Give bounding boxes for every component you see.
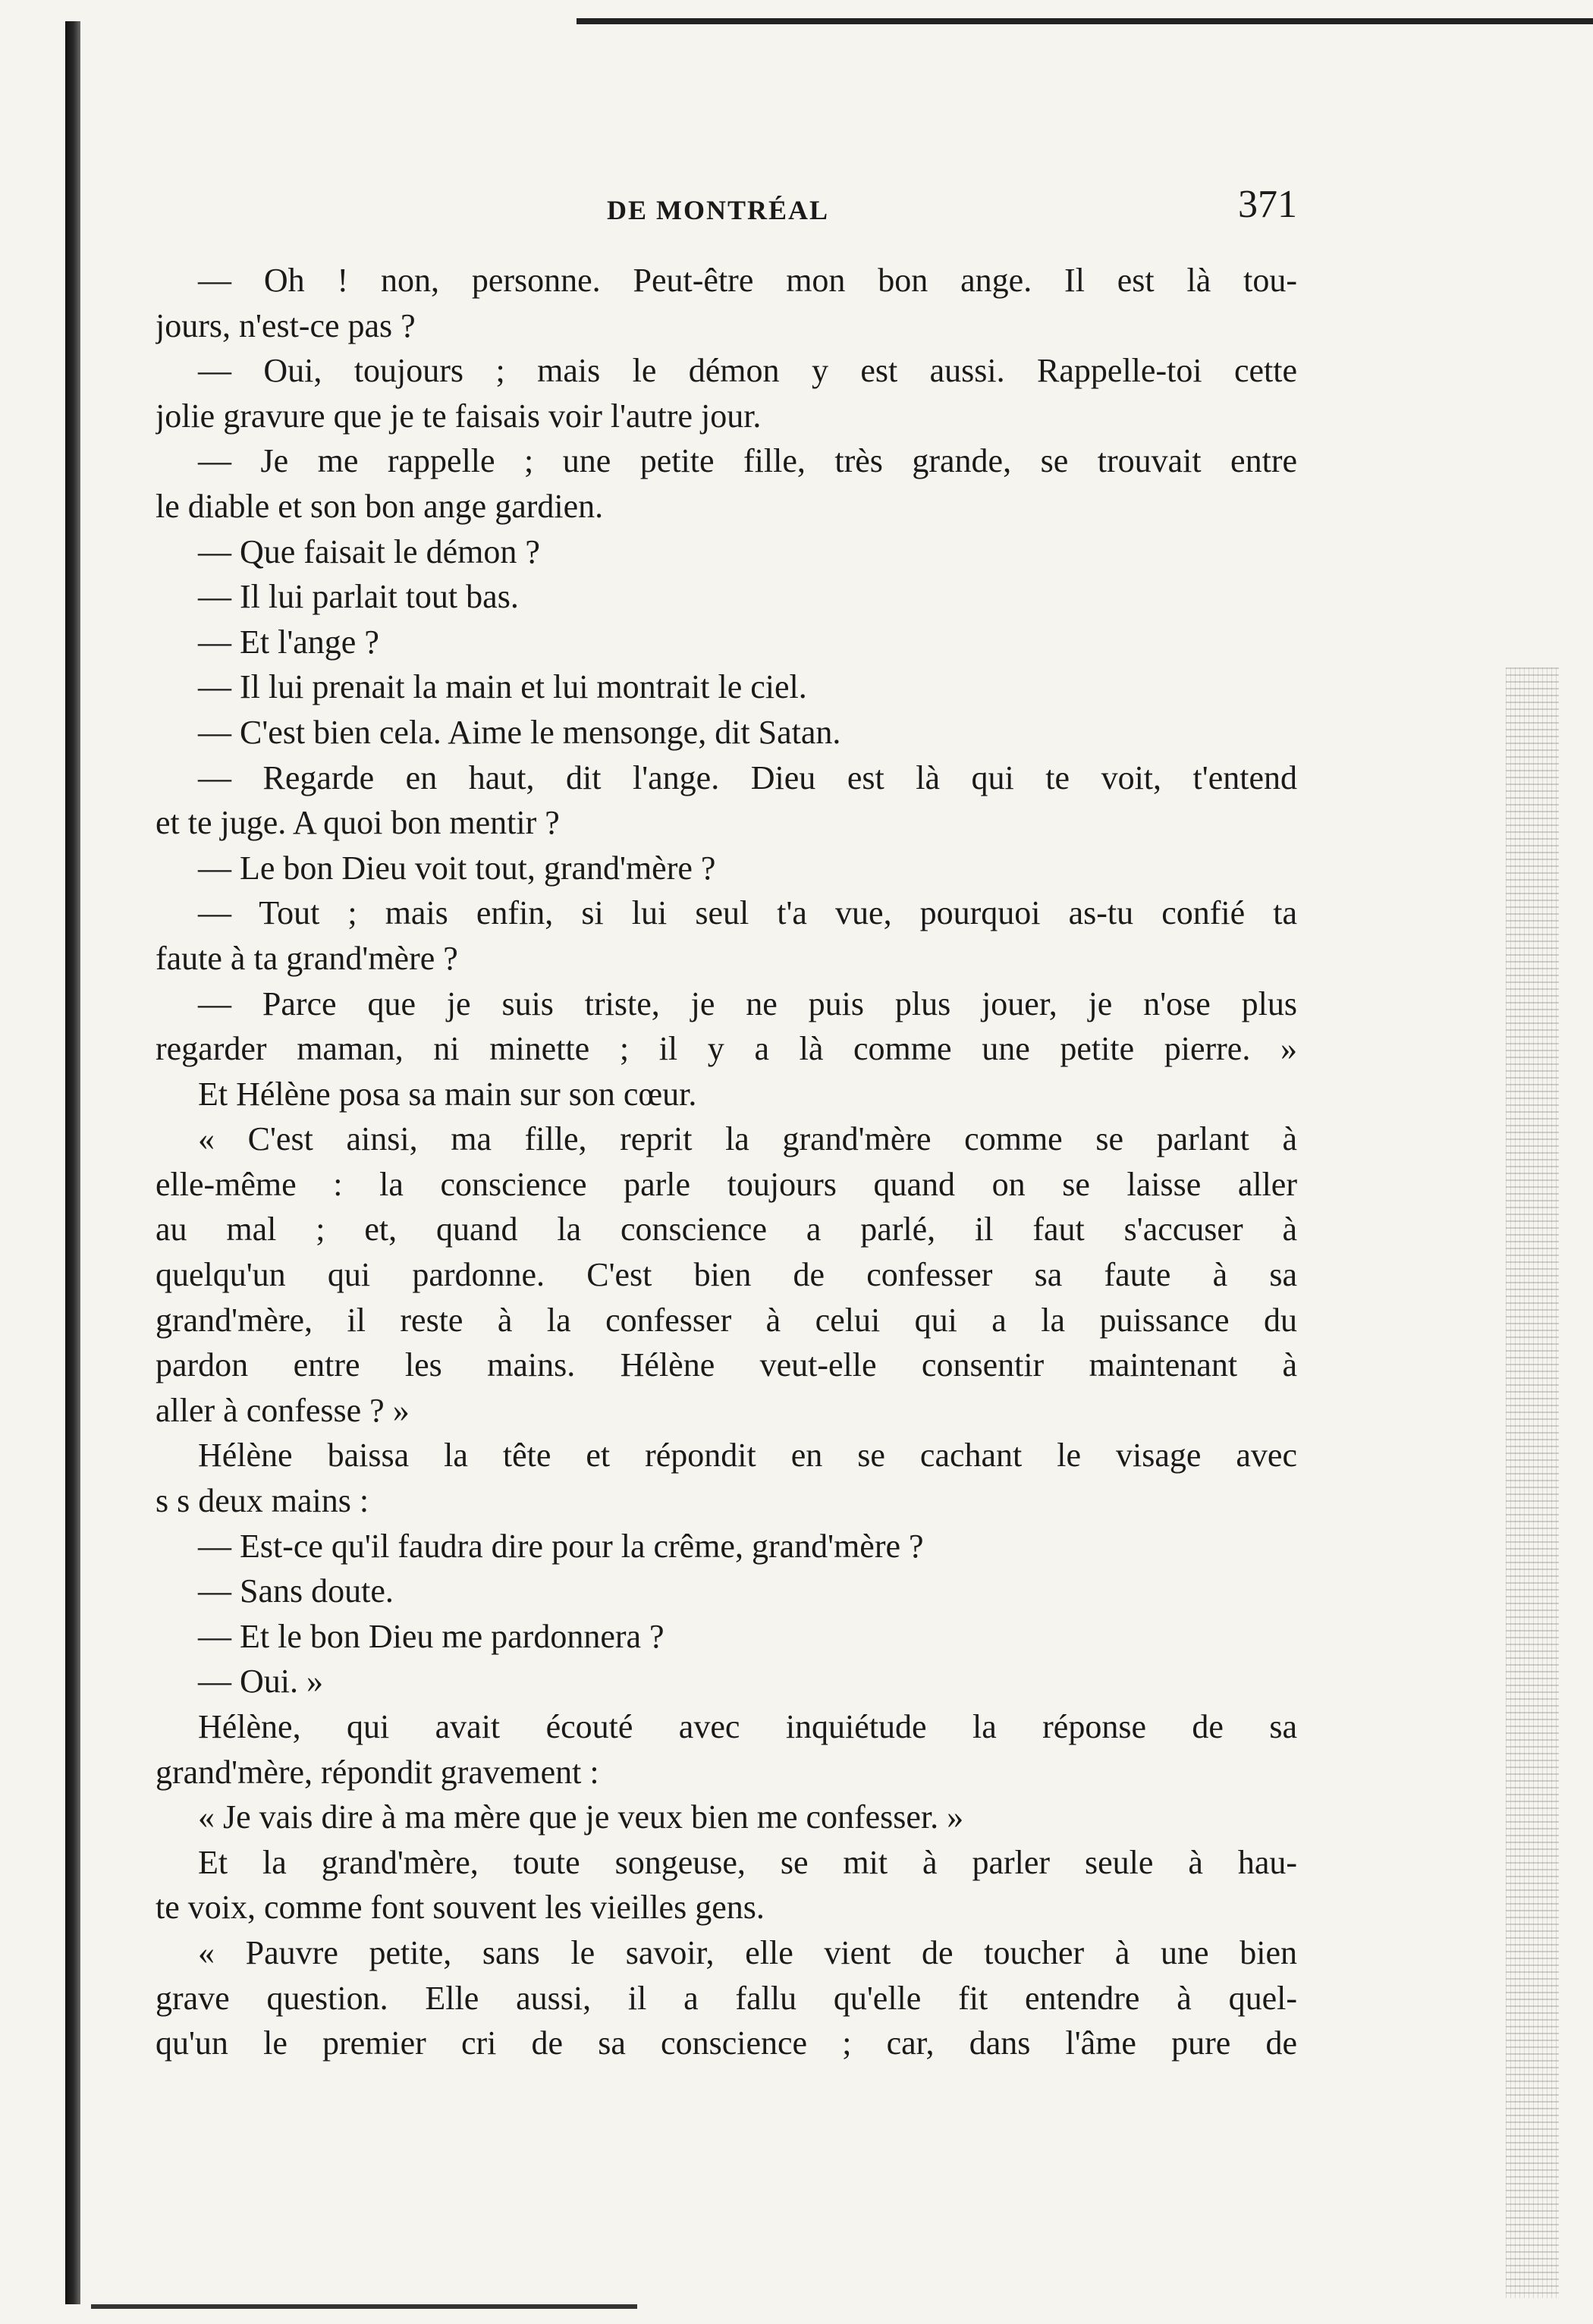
text-line: le diable et son bon ange gardien. [156, 487, 604, 525]
text-line: — Oui, toujours ; mais le démon y est aussi. Rappelle-toi cette [198, 352, 1297, 390]
text-line: pardon entre les mains. Hélène veut-elle consentir maintenant à [156, 1346, 1297, 1384]
text-line: Et la grand'mère, toute songeuse, se mit à parler seule à hau- [198, 1843, 1297, 1881]
page-header [152, 182, 1297, 235]
text-line: s s deux mains : [156, 1482, 369, 1520]
text-line: « Pauvre petite, sans le savoir, elle vient de toucher à une bien [198, 1933, 1297, 1971]
text-line: — Oui. » [198, 1663, 323, 1701]
text-line: — Tout ; mais enfin, si lui seul t'a vue, pourquoi as-tu confié ta [198, 894, 1297, 932]
text-line: faute à ta grand'mère ? [156, 939, 458, 977]
bottom-edge-rule [91, 2304, 637, 2309]
text-line: te voix, comme font souvent les vieilles gens. [156, 1889, 765, 1927]
binding-shadow [65, 21, 80, 2304]
text-line: regarder maman, ni minette ; il y a là comme une petite pierre. » [156, 1030, 1297, 1068]
text-line: grand'mère, répondit gravement : [156, 1753, 599, 1791]
text-line: grave question. Elle aussi, il a fallu qu'elle fit entendre à quel- [156, 1979, 1297, 2017]
text-line: jours, n'est-ce pas ? [156, 306, 416, 344]
text-line: — Et le bon Dieu me pardonnera ? [198, 1617, 665, 1655]
body-text [156, 258, 1297, 2066]
text-line: — C'est bien cela. Aime le mensonge, dit Satan. [198, 713, 841, 751]
text-line: aller à confesse ? » [156, 1391, 410, 1429]
text-line: — Est-ce qu'il faudra dire pour la crême, grand'mère ? [198, 1527, 924, 1565]
text-line: — Il lui prenait la main et lui montrait le ciel. [198, 668, 807, 706]
page-number: 371 [1238, 183, 1297, 226]
text-line: — Que faisait le démon ? [198, 532, 540, 570]
text-line: — Et l'ange ? [198, 623, 379, 661]
text-line: — Parce que je suis triste, je ne puis plus jouer, je n'ose plus [198, 985, 1297, 1022]
text-line: et te juge. A quoi bon mentir ? [156, 804, 560, 842]
text-line: — Regarde en haut, dit l'ange. Dieu est là qui te voit, t'entend [198, 758, 1297, 796]
text-line: Hélène, qui avait écouté avec inquiétude la réponse de sa [198, 1708, 1297, 1745]
text-line: au mal ; et, quand la conscience a parlé, il faut s'accuser à [156, 1211, 1297, 1248]
text-line: — Je me rappelle ; une petite fille, très grande, se trouvait entre [198, 442, 1297, 480]
text-line: elle-même : la conscience parle toujours quand on se laisse aller [156, 1165, 1297, 1203]
text-line: « C'est ainsi, ma fille, reprit la grand'mère comme se parlant à [198, 1120, 1297, 1158]
page-edge-speckle [1506, 667, 1559, 2298]
text-line: qu'un le premier cri de sa conscience ; car, dans l'âme pure de [156, 2024, 1297, 2062]
top-edge-rule [577, 18, 1593, 24]
text-line: — Sans doute. [198, 1572, 394, 1610]
text-line: — Le bon Dieu voit tout, grand'mère ? [198, 849, 716, 887]
text-line: grand'mère, il reste à la confesser à celui qui a la puissance du [156, 1301, 1297, 1339]
text-line: quelqu'un qui pardonne. C'est bien de confesser sa faute à sa [156, 1256, 1297, 1294]
text-line: jolie gravure que je te faisais voir l'autre jour. [156, 397, 762, 435]
text-line: — Il lui parlait tout bas. [198, 578, 519, 616]
running-head: DE MONTRÉAL [607, 195, 830, 225]
text-line: « Je vais dire à ma mère que je veux bien me confesser. » [198, 1798, 964, 1836]
text-line: — Oh ! non, personne. Peut-être mon bon ange. Il est là tou- [198, 262, 1297, 299]
text-line: Et Hélène posa sa main sur son cœur. [198, 1075, 697, 1113]
text-line: Hélène baissa la tête et répondit en se cachant le visage avec [198, 1437, 1297, 1474]
